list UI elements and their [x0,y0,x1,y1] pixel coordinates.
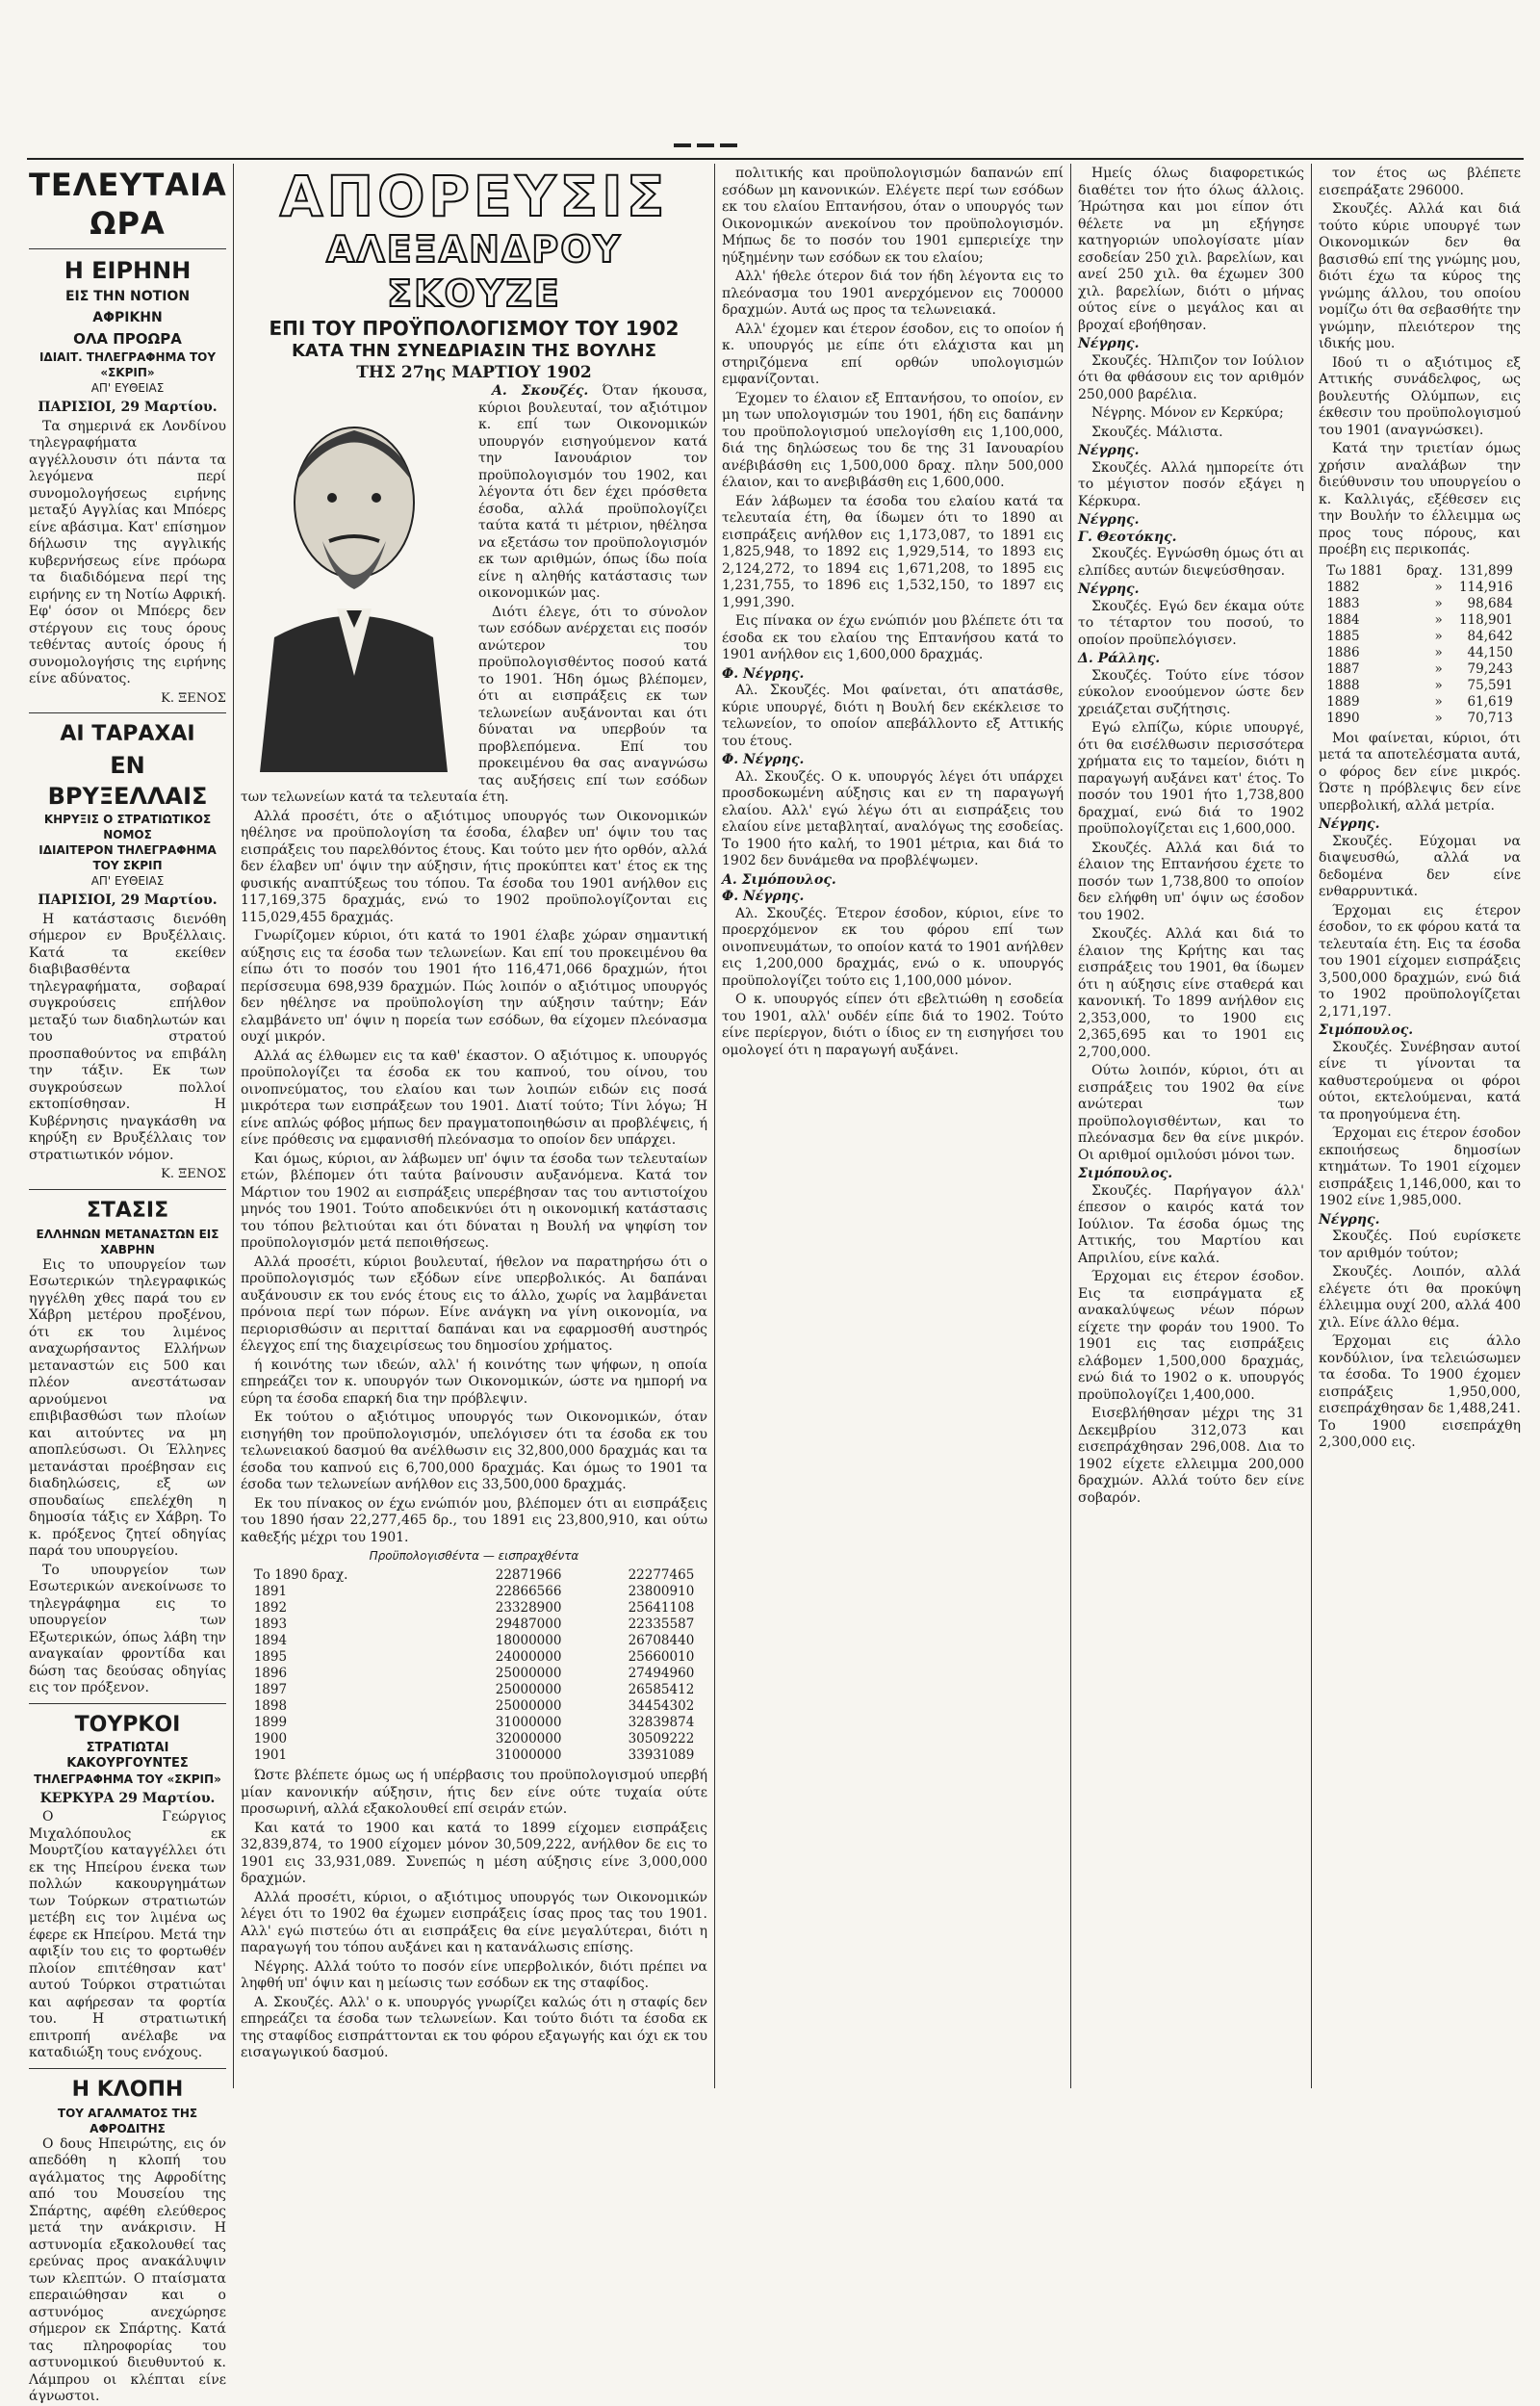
speech-paragraph: Αλ. Σκουζές. Μοι φαίνεται, ότι απατάσθε, κύριε υπουργέ, διότι η Βουλή δεν εκέκλεισε το τελωνείον, το οποίον απεβάλλοντο εξ Αττικής του έτους. [722,683,1064,749]
byline: Κ. ΞΕΝΟΣ [161,690,226,706]
speech-paragraph: Και κατά το 1900 και κατά το 1899 είχομεν εισπράξεις 32,839,874, το 1900 είχομεν μόνον 30,509,222, ανήλθον δε εις το 1901 εις 33,931,089. Συνεπώς η μέση αύξησις είνε 3,000,000 δραχμών. [241,1820,707,1886]
speaker-name: Νέγρης. [1078,443,1140,458]
byline: Κ. ΞΕΝΟΣ [161,1167,226,1181]
table-cell: 1900 [253,1731,288,1746]
speaker-name: Φ. Νέγρης. [722,665,805,682]
speech-paragraph: Ημείς όλως διαφορετικώς διαθέτει τον ήτο όλως άλλοις. Ήρώτησα και μοι είπον ότι θέλετε να μη εξήγησε κατηγοριών υπολογίσατε μίαν εσοδείαν 250 χιλ. βαρελίων, και ανεί 250 χιλ. θα έχωμεν 300 χιλ. βαρελίων, διότι ο μήνας ούτος είνε ο μεγάλος και αι βροχαί εβοήθησαν. [1078,166,1304,333]
speaker-name: Νέγρης. [1319,1211,1380,1228]
table-cell: 1884 [1326,611,1360,628]
banner-latest-hour: ΤΕΛΕΥΤΑΙΑ ΩΡΑ [29,167,227,242]
article-subtitle: ΕΝ ΒΡΥΞΕΛΛΑΙΣ [47,752,208,810]
table-cell: » [1434,660,1443,677]
speech-paragraph: Σκουζές. Μάλιστα. [1091,424,1223,440]
table-cell: 23800910 [628,1584,695,1599]
speech-paragraph: Αλλά προσέτι, ότε ο αξιότιμος υπουργός των Οικονομικών ηθέλησε να προϋπολογίση τα έσοδα, έλαβεν υπ' όψιν του τας εισπράξεις του παρελθόντος έτους. Και τούτο μεν ήτο ορθόν, αλλά δεν έλαβεν υπ' όψιν την αύξησιν, ήτις προκύπτει κατ' έτος εκ της φυσικής αναπτύξεως του τόπου. Τα έσοδα του 1901 ανήλθον εις 117,169,375 δραχμάς, ενώ το 1902 προϋπολογίζονται εις 115,029,455 δραχμάς. [241,808,707,925]
wire-label: ΤΗΛΕΓΡΑΦΗΜΑ ΤΟΥ «ΣΚΡΙΠ» [34,1772,221,1786]
speech-paragraph: Εκ τούτου ο αξιότιμος υπουργός των Οικονομικών, όταν εισηγήθη τον προϋπολογισμόν, υπελόγισεν ότι τα έσοδα εκ του τελωνειακού δασμού θα ανέλθωσιν εις 32,800,000 δραχμάς και τα έσοδα του καπνού εις 6,700,000 δραχμάς. Και όμως το 1901 τα έσοδα των τελωνείων ανήλθον εις 33,500,000 δραχμάς. [241,1410,707,1492]
speech-paragraph: τον έτος ως βλέπετε εισεπράξατε 296000. [1319,166,1521,198]
speaker-name: Νέγρης. [1078,582,1140,597]
table-cell: 22866566 [495,1584,562,1599]
table-cell: 31000000 [495,1747,562,1763]
speech-paragraph: πολιτικής και προϋπολογισμών δαπανών επί εσόδων μη κανονικών. Ελέγετε περί των εσόδων εκ του ελαίου Επτανήσου, όταν ο υπουργός των Οικονομικών ανεκοίνου τον προϋπολογισμόν. Μήπως δε το ποσόν του 1901 εμπεριείχε την ηύξημένην των εσόδων εκ του ελαίου; [722,166,1064,266]
table-cell: 1896 [253,1666,288,1681]
table-cell: 114,916 [1458,579,1513,595]
article-body: Το υπουργείον των Εσωτερικών ανεκοίνωσε το τηλεγράφημα εις το υπουργείον των Εξωτερικών, όπως λάβη την αναγκαίαν φροντίδα και δώση τας δεούσας οδηγίας εις τον πρόξενον. [29,1562,226,1695]
table-cell: » [1434,677,1443,693]
dateline: ΠΑΡΙΣΙΟΙ, 29 Μαρτίου. [38,893,218,908]
speech-text: Όταν ήκουσα, κύριοι βουλευταί, τον αξιότιμον κ. επί των Οικονομικών υπουργόν εισηγούμενον κατά την Ιανουάριον τον προϋπολογισμόν του 1902, και λέγοντα ότι δεν έχει πρόσθετα έσοδα, αλλά προϋπολογίζει ταύτα κατά τι μέτριον, ηθέλησα να εξετάσω τον προϋπολογισμόν εκ των αριθμών, όπως ίδω ποία είνε η αληθής κατάστασις των οικονομικών μας. [478,383,707,601]
divider [29,1189,226,1190]
speech-paragraph: Α. Σκουζές. Αλλ' ο κ. υπουργός γνωρίζει καλώς ότι η σταφίς δεν επηρεάζει τα έσοδα των τελωνείων. Και τούτο διότι τα έσοδα εκ της σταφίδος εισπράττονται εκ του φόρου εξαγωγής και όχι εκ του εισαγωγικού δασμού. [241,1994,707,2060]
article-tag: ΚΗΡΥΞΙΣ Ο ΣΤΡΑΤΙΩΤΙΚΟΣ ΝΟΜΟΣ [43,813,212,841]
speech-paragraph: Αλλά προσέτι, κύριοι βουλευταί, ήθελον να παρατηρήσω ότι ο προϋπολογισμός των εξόδων είνε υπερβολικός. Αι δαπάναι αυξάνουσιν εκ του ενός έτους εις το άλλο, χωρίς να λαμβάνεται πρόνοια περί των πόρων. Είνε ανάγκη να γίνη οικονομία, να περιορισθώσιν αι περιτταί δαπάναι και να εφαρμοσθή αυστηρός έλεγχος επί της διαχειρίσεως του δημοσίου χρήματος. [241,1254,707,1354]
speech-paragraph: Αλ. Σκουζές. Ο κ. υπουργός λέγει ότι υπάρχει προσδοκωμένη αύξησις και εν τη παραγωγή ελαίου. Αλλ' εγώ λέγω ότι αι εισπράξεις του ελαίου είνε μεταβληταί, αναλόγως της εσοδείας. Το 1900 ήτο καλή, το 1901 μέτρια, και διά το 1902 δεν δυνάμεθα να προβλέψωμεν. [722,768,1064,868]
table-cell: » [1434,579,1443,595]
speech-paragraph: Αλ. Σκουζές. Έτερον έσοδον, κύριοι, είνε το προερχόμενον εκ του φόρου επί των οινοπνευμάτων, το οποίον κατά το 1901 ανήλθεν εις 1,200,000 δραχμάς, ενώ ο κ. υπουργός προϋπολογίζει τούτο εις 1,100,000 μόνον. [722,905,1064,989]
table-row [250,1666,699,1682]
table-cell: 70,713 [1467,710,1513,726]
table-row [1322,678,1517,694]
table-cell: 25000000 [495,1682,562,1697]
speech-paragraph: Έρχομαι εις έτερον έσοδον εκποιήσεως δημοσίων κτημάτων. Το 1901 είχομεν εισπράξεις 1,146,000, και το 1902 είνε 1,985,000. [1319,1125,1521,1208]
dateline: ΠΑΡΙΣΙΟΙ, 29 Μαρτίου. [38,400,218,415]
table-row [1322,596,1517,612]
speech-paragraph: Έχομεν το έλαιον εξ Επτανήσου, το οποίον, εν μη των υπολογισμών του 1901, ήδη εις δαπάνην του προϋπολογισμού υπελογίσθη εις 1,100,000, διά της δηλώσεως του δε της 31 Ιανουαρίου ανέβιβάσθη εις 1,500,000 δραχ. πλην 500,000 έλαιον, και το ανεβιβάσθη εις 1,600,000. [722,390,1064,490]
table-cell: 26708440 [628,1633,695,1648]
table-row [250,1633,699,1649]
table-cell: 29487000 [495,1617,562,1632]
table-row [250,1584,699,1600]
table-row [1322,612,1517,629]
table-cell: 22277465 [628,1567,695,1583]
speech-paragraph: Σκουζές. Ήλπιζον τον Ιούλιον ότι θα φθάσουν εις τον αριθμόν 250,000 βαρέλια. [1078,352,1304,402]
table-cell: 1890 [1326,710,1360,726]
table-cell: 34454302 [628,1698,695,1714]
speech-paragraph: Εγώ ελπίζω, κύριε υπουργέ, ότι θα εισέλθωσιν περισσότερα χρήματα εις το ταμείον, διότι η παραγωγή αυξάνει κατ' έτος. Το ποσόν του 1901 ήτο 1,738,800 δραχμαί, ενώ διά το 1902 προϋπολογίζεται εις 1,600,000. [1078,720,1304,837]
table-cell: 1883 [1326,595,1360,611]
speech-paragraph: Σκουζές. Εγώ δεν έκαμα ούτε το τέταρτον του ποσού, το οποίον προϋπελόγισεν. [1078,598,1304,648]
speaker-name: Νέγρης. [1319,816,1380,832]
table-cell: 1888 [1326,677,1360,693]
yearly-table [1322,563,1517,727]
table-row [1322,580,1517,596]
table-cell: 32839874 [628,1715,695,1730]
speaker-name: Σιμόπουλος. [1078,1166,1173,1181]
table-row [1322,563,1517,580]
table-cell: 31000000 [495,1715,562,1730]
speech-paragraph: Σκουζές. Αλλά ημπορείτε ότι το μέγιστον ποσόν εξάγει η Κέρκυρα. [1078,459,1304,509]
speech-title: ΑΠΟΡΕΥΣΙΣ [279,164,669,229]
speech-paragraph: Εις πίνακα ον έχω ενώπιόν μου βλέπετε ότι τα έσοδα εκ του ελαίου της Επτανήσου κατά το 1901 ανήλθον εις 1,600,000 δραχμάς. [722,613,1064,662]
table-cell: 1891 [253,1584,288,1599]
table-cell: 1899 [253,1715,288,1730]
table-cell: 25660010 [628,1649,695,1665]
table-cell: 26585412 [628,1682,695,1697]
speaker-name: Γ. Θεοτόκης. [1078,529,1177,545]
speech-paragraph: Σκουζές. Συνέβησαν αυτοί είνε τι γίνονται τα καθυστερούμενα οι φόροι ούτοι, εκτελούμεναι, κατά τα προηγούμενα έτη. [1319,1039,1521,1123]
wire-from: ΑΠ' ΕΥΘΕΙΑΣ [90,381,165,395]
speech-topic: ΕΠΙ ΤΟΥ ΠΡΟΫΠΟΛΟΓΙΣΜΟΥ ΤΟΥ 1902 [269,317,680,340]
table-cell: δραχ. [1406,562,1443,579]
table-cell: 44,150 [1467,644,1513,660]
speaker-name: Νέγρης. [1078,336,1140,351]
article-body: Ο δους Ηπειρώτης, εις όν απεδόθη η κλοπή του αγάλματος της Αφροδίτης από του Μουσείου της Σπάρτης, αφέθη ελεύθερος μετά την ανάκρισιν. Η αστυνομία εξακολουθεί τας ερεύνας προς ανακάλυψιν των κλεπτών. Ο πταίσματα επεραιώθησαν και ο αστυνόμος ανεχώρησε σήμερον εκ Σπάρτης. Κατά τας πληροφορίας του αστυνομικού διευθυντού κ. Λάμπρου οι κλέπται είνε άγνωστοι. [29,2135,226,2404]
speaker-name: Α. Σκουζές. [492,383,589,399]
speech-paragraph: Γνωρίζομεν κύριοι, ότι κατά το 1901 έλαβε χώραν σημαντική αύξησις εις τα έσοδα των τελωνείων. Και επί του προκειμένου θα είπω ότι το ποσόν του 1901 ήτο 116,471,066 δραχμών, ήτοι περίσσευμα 698,939 δραχμών. Πώς λοιπόν ο αξιότιμος υπουργός δεν ηθέλησε να προϋπολογίση την αύξησιν ταύτην; Εάν ελαμβάνετο υπ' όψιν η πορεία των εσόδων, θα είχομεν πλεόνασμα ουχί μικρόν. [241,928,707,1045]
table-row [250,1715,699,1731]
speech-paragraph: Σκουζές. Λοιπόν, αλλά ελέγετε ότι θα προκύψη έλλειμμα ουχί 200, αλλά 400 χιλ. Είνε άλλο θέμα. [1319,1264,1521,1331]
speech-paragraph: Σκουζές. Αλλά και διά το έλαιον της Κρήτης και τας εισπράξεις του 1901, θα ίδωμεν ότι η αύξησις είνε σταθερά και κανονική. Το 1899 ανήλθον εις 2,353,000, το 1900 εις 2,365,695 και το 1901 εις 2,700,000. [1078,926,1304,1060]
speech-paragraph: Διότι έλεγε, ότι το σύνολον των εσόδων ανέρχεται εις ποσόν ανώτερον του προϋπολογισθέντος ποσού κατά το 1901. Ήδη όμως βλέπομεν, ότι αι εισπράξεις εκ των τελωνείων αυξάνονται και ότι δύναται να υπερβούν τα προβλεπόμενα. Επί του προκειμένου θα σας αναγνώσω τας αυξήσεις επί των εσόδων των τελωνείων κατά τα τελευταία έτη. [241,604,707,805]
table-row [250,1747,699,1764]
speech-date: ΤΗΣ 27ης ΜΑΡΤΙΟΥ 1902 [356,363,592,382]
speech-paragraph: Σκουζές. Εύχομαι να διαψευσθώ, αλλά να δεδομένα δεν είνε ενθαρρυντικά. [1319,833,1521,899]
article-title: Η ΕΙΡΗΝΗ [64,257,192,284]
table-cell: 1893 [253,1617,288,1632]
table-cell: 22871966 [495,1567,562,1583]
wire-label: ΙΔΙΑΙΤΕΡΟΝ ΤΗΛΕΓΡΑΦΗΜΑ ΤΟΥ ΣΚΡΙΠ [38,843,217,872]
speaker-name: Α. Σιμόπουλος. [722,871,836,888]
table-cell: » [1434,644,1443,660]
divider [29,2068,226,2069]
printer-mark [674,133,760,142]
speaker-name: Δ. Ράλλης. [1078,651,1161,666]
speech-paragraph: Εισεβλήθησαν μέχρι της 31 Δεκεμβρίου 312,073 και εισεπράχθησαν 296,008. Δια το 1902 είχετε ελλειμμα 200,000 δραχμών. Αλλά τούτο δεν είνε σοβαρόν. [1078,1406,1304,1506]
speech-paragraph: Και όμως, κύριοι, αν λάβωμεν υπ' όψιν τα έσοδα των τελευταίων ετών, βλέπομεν ότι ταύτα βαίνουσιν αυξανόμενα. Κατά τον Μάρτιον του 1902 αι εισπράξεις υπερέβησαν τας του αντιστοίχου μηνός του 1901. Τούτο αποδεικνύει ότι η οικονομική κατάστασις του τόπου βελτιούται και ότι δύναται η Βουλή να ψηφίση τον προϋπολογισμόν μετά πεποιθήσεως. [241,1151,707,1251]
article-title: Η ΚΛΟΠΗ [71,2077,184,2102]
column-rule [714,164,715,2088]
article-subtitle: ΕΙΣ ΤΗΝ ΝΟΤΙΟΝ ΑΦΡΙΚΗΝ [64,289,191,325]
article-title: ΣΤΑΣΙΣ [86,1198,169,1223]
table-cell: 1892 [253,1600,288,1616]
speaker-name: Φ. Νέγρης. [722,889,805,904]
table-cell: 1885 [1326,628,1360,644]
table-cell: 25000000 [495,1666,562,1681]
portrait-engraving [241,387,467,772]
table-row [250,1731,699,1747]
table-cell: 1886 [1326,644,1360,660]
table-cell: 98,684 [1467,595,1513,611]
table-row [250,1600,699,1617]
speech-paragraph: ή κοινότης των ιδεών, αλλ' ή κοινότης των ψήφων, η οποία επηρεάζει τον κ. υπουργόν των Οικονομικών, ώστε να ημπορή να εύρη τα έσοδα επαρκή δια την πρόβλεψιν. [241,1357,707,1407]
speech-paragraph: Σκουζές. Παρήγαγον άλλ' έπεσον ο καιρός κατά τον Ιούλιον. Τα έσοδα όμως της Αττικής, του Μαρτίου και Απριλίου, είνε καλά. [1078,1182,1304,1266]
table-cell: 1895 [253,1649,288,1665]
table-cell: Τω 1881 [1326,562,1383,579]
speech-paragraph: Αλλ' ήθελε ότερον διά τον ήδη λέγοντα εις το πλεόνασμα του 1901 ανερχόμενον εις 700000 δραχμών. Αυτά ως προς τα τελωνειακά. [722,269,1064,318]
column-rule [1311,164,1312,2088]
speech-paragraph: Νέγρης. Αλλά τούτο το ποσόν είνε υπερβολικόν, διότι πρέπει να ληφθή υπ' όψιν και η μείωσις των εσόδων εκ της σταφίδος. [241,1958,707,1991]
table-row [1322,645,1517,661]
top-rule [27,158,1524,160]
article-subtitle: ΕΛΛΗΝΩΝ ΜΕΤΑΝΑΣΤΩΝ ΕΙΣ ΧΑΒΡΗΝ [36,1227,219,1256]
table-cell: 1894 [253,1633,288,1648]
speech-paragraph: Αλλά ας έλθωμεν εις τα καθ' έκαστον. Ο αξιότιμος κ. υπουργός προϋπολογίζει τα έσοδα εκ του καπνού, του οίνου, του οινοπνεύματος, του ελαίου και των λοιπών ειδών εις ποσά μικρότερα των εισπράξεων του 1901. Διατί τούτο; Τίνι λόγω; Ή είνε απλώς φόβος μήπως δεν πραγματοποιηθώσιν αι προβλέψεις, ή είνε πρόθεσις να εμφανισθή πλεόνασμα το οποίον δεν υπάρχει. [241,1048,707,1148]
table-cell: 1889 [1326,693,1360,710]
speech-paragraph: Κατά την τριετίαν όμως χρήσιν αναλάβων την διεύθυνσιν του υπουργείου ο κ. Καλλιγάς, εξέθεσεν εις την Βουλήν το έλλειμμα ως προς τους πόρους, και προέβη εις περικοπάς. [1319,441,1521,557]
table-cell: » [1434,595,1443,611]
table-cell: 30509222 [628,1731,695,1746]
table-row [250,1617,699,1633]
speech-paragraph: Ο κ. υπουργός είπεν ότι εβελτιώθη η εσοδεία του 1901, αλλ' ουδέν είπε διά το 1902. Τούτο είνε περίεργον, διότι ο ίδιος εν τη εισηγήσει του ομολογεί ότι η παραγωγή αυξάνει. [722,992,1064,1058]
column-speech-cont [722,166,1064,2088]
speech-paragraph: Έρχομαι εις έτερον έσοδον, το εκ φόρου κατά τα τελευταία έτη. Εις τα έσοδα του 1901 είχομεν εισπράξεις 3,500,000 δραχμών, ενώ διά το 1902 προϋπολογίζεται 2,171,197. [1319,902,1521,1020]
article-body: Εις το υπουργείον των Εσωτερικών τηλεγραφικώς ηγγέλθη χθες παρά του εν Χάβρη μετέρου προξένου, ότι εκ του λιμένος αναχωρήσαντος Ελλήνων μεταναστών εις 500 και πλέον ανεστάτωσαν αρνούμενοι να επιβιβασθώσι των πλοίων και αιτούντες να μη αποπλεύσωσι. Οι Έλληνες μετανάσται προέβησαν εις διαδηλώσεις, εξ ων σπουδαίως επελέχθη η δημοσία τάξις εν Χάβρη. Το κ. πρόξενος ζητεί οδηγίας παρά του υπουργείου. [29,1256,226,1559]
table-cell: 24000000 [495,1649,562,1665]
speech-paragraph: Ώστε βλέπετε όμως ως ή υπέρβασις του προϋπολογισμού υπερβή μίαν κανονικήν αύξησιν, ήτις δεν είνε ούτε τυχαία ούτε προσωρινή, αλλά εξακολουθεί επί σειράν ετών. [241,1768,707,1817]
table-row [250,1682,699,1698]
speech-paragraph: Σκουζές. Πού ευρίσκετε τον αριθμόν τούτον; [1319,1229,1521,1261]
table-row [1322,694,1517,711]
column-rule [233,164,234,2088]
article-subtitle: ΤΟΥ ΑΓΑΛΜΑΤΟΣ ΤΗΣ ΑΦΡΟΔΙΤΗΣ [57,2106,198,2135]
article-tag: ΟΛΑ ΠΡΟΩΡΑ [73,330,182,348]
speech-paragraph: Σκουζές. Τούτο είνε τόσον εύκολον ενοούμενον ώστε δεν χρειάζεται συζήτησις. [1078,667,1304,717]
speech-paragraph: Σκουζές. Εγνώσθη όμως ότι αι ελπίδες αυτών διεψεύσθησαν. [1078,546,1304,579]
table-cell: 23328900 [495,1600,562,1616]
table-cell: 1897 [253,1682,288,1697]
speaker-name: Νέγρης. [1078,512,1140,528]
table-cell: 25641108 [628,1600,695,1616]
speech-paragraph: Ούτω λοιπόν, κύριοι, ότι αι εισπράξεις του 1902 θα είνε ανώτεραι των προϋπολογισθέντων, και το πλεόνασμα δεν θα είνε μικρόν. Οι αριθμοί ομιλούσι μόνοι των. [1078,1063,1304,1163]
column-debate [1078,166,1304,2088]
wire-from: ΑΠ' ΕΥΘΕΙΑΣ [90,874,165,888]
article-body: Η κατάστασις διενόθη σήμερον εν Βρυξέλλαις. Κατά τα εκείθεν διαβιβασθέντα τηλεγραφήματα, σοβαραί συγκρούσεις επήλθον μεταξύ των διαδηλωτών και του στρατού προσπαθούντος να επιβάλη την τάξιν. Εκ των συγκρούσεων πολλοί εκτοπίσθησαν. Η Κυβέρνησις ηναγκάσθη να κηρύξη εν Βρυξέλλαις τον στρατιωτικόν νόμον. [29,911,226,1163]
dateline: ΚΕΡΚΥΡΑ 29 Μαρτίου. [39,1790,216,1806]
table-cell: » [1434,693,1443,710]
revenue-table [250,1567,699,1764]
table-cell: 79,243 [1467,660,1513,677]
table-cell: 32000000 [495,1731,562,1746]
wire-label: ΙΔΙΑΙΤ. ΤΗΛΕΓΡΑΦΗΜΑ ΤΟΥ «ΣΚΡΙΠ» [38,350,217,379]
table-cell: 118,901 [1458,611,1513,628]
speech-paragraph: Σκουζές. Αλλά και διά το έλαιον της Επτανήσου έχετε το ποσόν των 1,738,800 το οποίον δεν ελήφθη υπ' όψιν ως έσοδον του 1902. [1078,840,1304,923]
speech-paragraph: Ιδού τι ο αξιότιμος εξ Αττικής συνάδελφος, ως βουλευτής Ολύμπων, εις έκθεσιν του προϋπολογισμού του 1901 (αναγνώσκει). [1319,354,1521,438]
table-row [1322,661,1517,678]
article-title: ΑΙ ΤΑΡΑΧΑΙ [60,722,195,746]
table-cell: » [1434,710,1443,726]
speech-paragraph: Μοι φαίνεται, κύριοι, ότι μετά τα αποτελέσματα αυτά, ο φόρος δεν είνε μικρός. Ώστε η πρόβλεψις δεν είνε υπερβολική, αλλά μετρία. [1319,730,1521,814]
table-cell: 75,591 [1467,677,1513,693]
table-cell: 1887 [1326,660,1360,677]
speech-paragraph: Έρχομαι εις άλλο κονδύλιον, ίνα τελειώσωμεν τα έσοδα. Το 1900 έχομεν εισπράξεις 1,950,000, εισεπράχθησαν δε 1,488,241. Το 1900 εισεπράχθη 2,300,000 εις. [1319,1333,1521,1450]
speech-paragraph: Αλλά προσέτι, κύριοι, ο αξιότιμος υπουργός των Οικονομικών λέγει ότι το 1902 θα έχωμεν εισπράξεις ίσας προς τας του 1901. Αλλ' εγώ πιστεύω ότι αι εισπράξεις θα είνε μεγαλύτεραι, διότι η παραγωγή του τόπου αυξάνει και η κατανάλωσις επίσης. [241,1889,707,1955]
speech-speaker-title: ΑΛΕΞΑΝΔΡΟΥ ΣΚΟΥΖΕ [325,228,623,315]
article-title: ΤΟΥΡΚΟΙ [74,1712,181,1737]
speech-paragraph: Νέγρης. Μόνον εν Κερκύρα; [1091,405,1284,421]
speech-paragraph: Σκουζές. Αλλά και διά τούτο κύριε υπουργέ των Οικονομικών δεν θα βασισθώ επί της γνώμης μου, διότι έχω τα κύρος της γνώμης άλλου, του οποίου νομίζω ότι θα σεβασθήτε την γνώμην, πλειότερον της ιδικής μου. [1319,201,1521,351]
speech-paragraph: Εκ του πίνακος ον έχω ενώπιόν μου, βλέπομεν ότι αι εισπράξεις του 1890 ήσαν 22,277,465 δρ., του 1891 εις 23,800,910, και ούτω καθεξής μέχρι του 1901. [241,1495,707,1545]
table-caption: Προϋπολογισθέντα — εισπραχθέντα [369,1549,579,1563]
article-body: Τα σημερινά εκ Λονδίνου τηλεγραφήματα αγγέλλουσιν ότι πάντα τα λεγόμενα περί συνομολογήσεως ειρήνης μεταξύ Αγγλίας και Μπόερς είνε αβάσιμα. Κατ' επίσημον δήλωσιν της αγγλικής κυβερνήσεως είνε πρόωρα τα διαδιδόμενα περί της ειρήνης εν τη Νοτίω Αφρική. Εφ' όσον οι Μπόερς δεν στέργουν εις τους όρους τεθέντας αυτοίς όρους ή συνομολογήσις της ειρήνης είνε αδύνατος. [29,418,226,686]
speech-paragraph: Αλλ' έχομεν και έτερον έσοδον, εις το οποίον ή κ. υπουργός με είπε ότι ελάχιστα και μη στηριζόμενα επί ορθών υπολογισμών εμφανίζονται. [722,321,1064,387]
table-row [250,1567,699,1584]
table-row [250,1649,699,1666]
table-cell: » [1434,611,1443,628]
speech-paragraph: Έρχομαι εις έτερον έσοδον. Εις τα εισπράγματα εξ ανακαλύψεως νέων πόρων είχετε την φοράν του 1900. Το 1901 εις τας εισπράξεις ελάβομεν 1,500,000 δραχμάς, ενώ διά το 1902 ο κ. υπουργός προϋπολογίζει 1,400,000. [1078,1269,1304,1403]
divider [29,712,226,713]
column-rule [1070,164,1071,2088]
column-latest-news [29,166,227,2404]
table-cell: 131,899 [1458,562,1513,579]
article-subtitle: ΣΤΡΑΤΙΩΤΑΙ ΚΑΚΟΥΡΓΟΥΝΤΕΣ [66,1740,189,1771]
table-cell: 1898 [253,1698,288,1714]
speech-paragraph: Εάν λάβωμεν τα έσοδα του ελαίου κατά τα τελευταία έτη, θα ίδωμεν ότι το 1890 αι εισπράξεις ανήλθον εις 1,173,087, το 1891 εις 1,825,948, το 1892 εις 1,929,514, το 1893 εις 2,124,272, το 1894 εις 1,671,208, το 1895 εις 1,231,755, το 1896 εις 1,532,150, το 1897 εις 1,991,390. [722,493,1064,610]
table-cell: Το 1890 δραχ. [253,1567,348,1583]
table-row [1322,711,1517,727]
table-row [250,1698,699,1715]
divider [29,1703,226,1704]
table-row [1322,629,1517,645]
speech-session: ΚΑΤΑ ΤΗΝ ΣΥΝΕΔΡΙΑΣΙΝ ΤΗΣ ΒΟΥΛΗΣ [291,341,657,361]
column-debate-cont [1319,166,1521,2088]
speaker-name: Σιμόπουλος. [1319,1022,1414,1038]
table-cell: 1882 [1326,579,1360,595]
table-cell: 22335587 [628,1617,695,1632]
table-cell: » [1434,628,1443,644]
table-cell: 18000000 [495,1633,562,1648]
divider [29,248,226,249]
article-body: Ο Γεώργιος Μιχαλόπουλος εκ Μουρτζίου καταγγέλλει ότι εκ της Ηπείρου ένεκα των πολλών κακουργημάτων των Τούρκων στρατιωτών μετέβη εις τον λιμένα ως έφερε εκ Ηπείρου. Μετά την αφιξίν του εις το φορτωθέν πλοίον επιτέθησαν κατ' αυτού Τούρκοι στρατιώται και αφήρεσαν τα φορτία του. Η στρατιωτική επιτροπή ανέλαβε να καταδιώξη τους ενόχους. [29,1809,226,2060]
column-speech [241,166,707,2088]
speaker-name: Φ. Νέγρης. [722,752,805,767]
table-cell: 27494960 [628,1666,695,1681]
table-cell: 84,642 [1467,628,1513,644]
table-cell: 25000000 [495,1698,562,1714]
table-cell: 61,619 [1467,693,1513,710]
table-cell: 33931089 [628,1747,695,1763]
table-cell: 1901 [253,1747,288,1763]
